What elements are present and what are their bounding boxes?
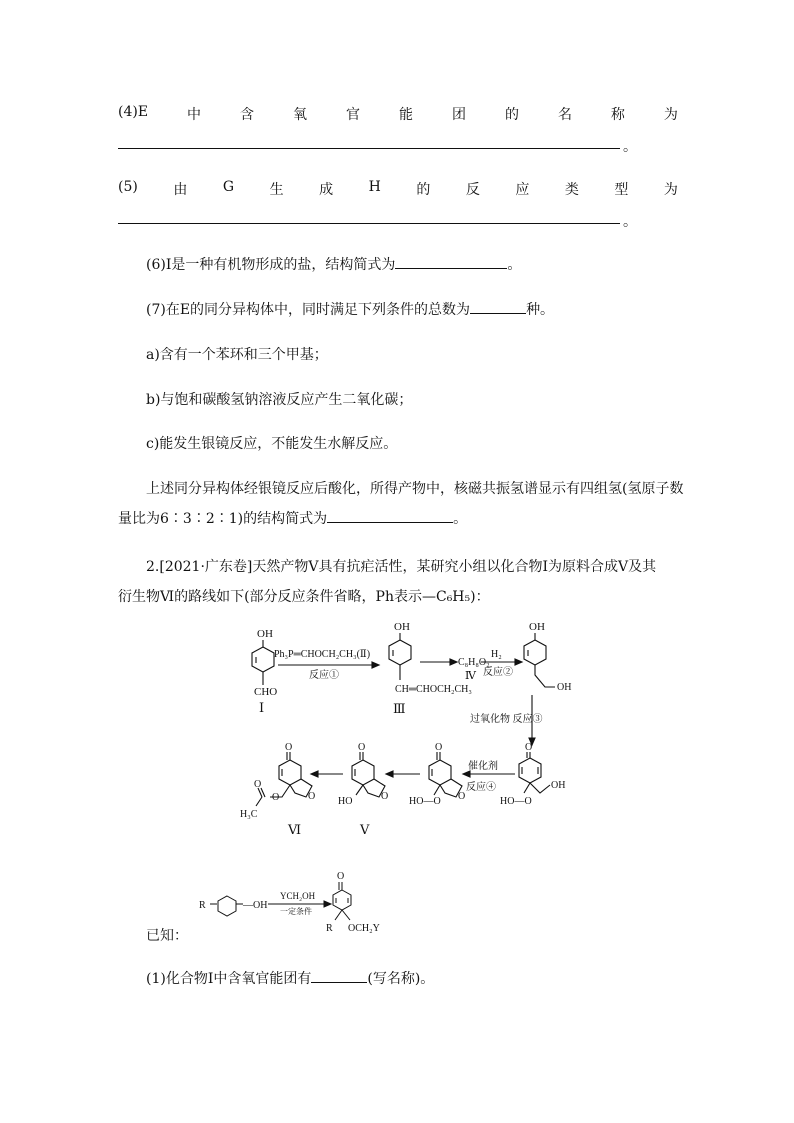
q5-char: 为 [663, 182, 678, 198]
compound-v-ho: HO [338, 796, 353, 807]
q4-char: 的 [504, 107, 519, 123]
condition-c: c)能发生银镜反应，不能发生水解反应。 [146, 436, 398, 452]
problem-2-line-1: 2.[2021·广东卷]天然产物Ⅴ具有抗疟活性，某研究小组以化合物Ⅰ为原料合成Ⅴ及其 [146, 559, 657, 575]
known-product-substituent: OCH₂Y [348, 923, 380, 934]
paragraph-line-1: 上述同分异构体经银镜反应后酸化，所得产物中，核磁共振氢谱显示有四组氢(氢原子数 [146, 481, 684, 497]
q4-char: 含 [240, 107, 255, 123]
question-1 [146, 968, 706, 988]
known-reagent: YCH₂OH [280, 891, 316, 901]
q4-char: 中 [187, 107, 202, 123]
dienone-hoo: HO—O [500, 796, 532, 807]
alcohol-phenol-oh: OH [529, 621, 545, 633]
reagent-h2: H₂ [491, 649, 502, 660]
q1-tail: (写名称)。 [367, 971, 435, 987]
known-r: R [199, 900, 206, 911]
reaction-1-label: 反应① [309, 670, 339, 681]
q5-char: 型 [614, 182, 629, 198]
compound-iii-ring [389, 640, 411, 665]
compound-vi-ring-o: O [308, 791, 316, 802]
q4-period: 。 [623, 139, 637, 155]
known-reactant-ring [218, 896, 236, 916]
dienone-o: O [525, 742, 533, 753]
bicyclic-ring-o: O [458, 791, 466, 802]
reagent-ii: Ph₃P═CHOCH₂CH₃(Ⅱ) [274, 649, 371, 660]
label-compound-iii: Ⅲ [393, 701, 406, 716]
compound-iii-side-chain: CH═CHOCH₂CH₃ [395, 684, 472, 695]
dienone-side-oh: OH [551, 780, 566, 791]
q5-char: G [222, 179, 235, 195]
q4-char: 为 [663, 107, 678, 123]
phenol-alcohol-ring [524, 640, 546, 665]
compound-v-o: O [358, 742, 366, 753]
para-2-text: 量比为6∶3∶2∶1)的结构简式为 [118, 511, 328, 527]
q4-char: 团 [451, 107, 466, 123]
q1-answer-blank[interactable] [311, 968, 367, 983]
q5-char: 生 [269, 182, 284, 198]
compound-v-ring-o: O [381, 791, 389, 802]
q5-char: 成 [319, 182, 334, 198]
label-compound-iv: Ⅳ [465, 670, 476, 682]
known-condition: 一定条件 [280, 907, 312, 916]
reaction-3-label: 过氧化物 反应③ [470, 714, 543, 725]
compound-i-ring [252, 647, 274, 672]
reaction-2-label: 反应② [483, 667, 513, 678]
known-product-o: O [337, 871, 345, 882]
q4-char: (4)E [118, 104, 149, 120]
label-compound-vi: Ⅵ [288, 822, 302, 837]
q4-char: 名 [557, 107, 572, 123]
q6-period: 。 [507, 257, 522, 273]
known-oh: —OH [243, 900, 268, 911]
known-label: 已知： [146, 928, 188, 944]
q4-char: 能 [398, 107, 413, 123]
q5-char: H [368, 179, 381, 195]
compound-vi-o: O [285, 742, 293, 753]
compound-i-oh: OH [257, 628, 273, 640]
compound-vi-carbonyl-o: O [254, 779, 262, 790]
q5-char: 的 [416, 182, 431, 198]
known-product-r: R [326, 923, 333, 934]
condition-b: b)与饱和碳酸氢钠溶液反应产生二氧化碳； [146, 392, 413, 408]
q4-char: 称 [610, 107, 625, 123]
q5-char: 由 [173, 182, 188, 198]
q7-unit: 种。 [526, 302, 555, 318]
problem-2-line-2: 衍生物Ⅵ的路线如下(部分反应条件省略，Ph表示—C₆H₅)： [118, 589, 490, 605]
condition-a: a)含有一个苯环和三个甲基； [146, 347, 328, 363]
para-2-period: 。 [453, 511, 468, 527]
compound-vi-h3c: H₃C [240, 809, 258, 820]
label-compound-v: Ⅴ [360, 822, 370, 837]
q5-char: (5) [118, 179, 138, 195]
label-compound-i: Ⅰ [259, 700, 265, 715]
compound-iv-formula: C₈H₈O₂ [458, 657, 490, 668]
q4-char: 氧 [293, 107, 308, 123]
reaction-4-label: 反应④ [466, 782, 496, 793]
alcohol-side-oh: OH [557, 682, 572, 693]
q5-char: 类 [564, 182, 579, 198]
q5-char: 应 [515, 182, 530, 198]
catalyst-label: 催化剂 [468, 761, 498, 772]
q5-char: 反 [465, 182, 480, 198]
q4-char: 官 [346, 107, 360, 123]
compound-vi-ester-o: O [272, 792, 280, 803]
q7-text: (7)在E的同分异构体中，同时满足下列条件的总数为 [146, 302, 471, 318]
q5-period: 。 [623, 214, 637, 230]
bicyclic-hoo: HO—O [409, 796, 441, 807]
compound-iii-oh: OH [394, 621, 410, 633]
q6-text: (6)I是一种有机物形成的盐，结构简式为 [146, 257, 396, 273]
compound-i-cho: CHO [254, 686, 278, 698]
q1-text: (1)化合物Ⅰ中含氧官能团有 [146, 971, 312, 987]
bicyclic-o: O [435, 742, 443, 753]
